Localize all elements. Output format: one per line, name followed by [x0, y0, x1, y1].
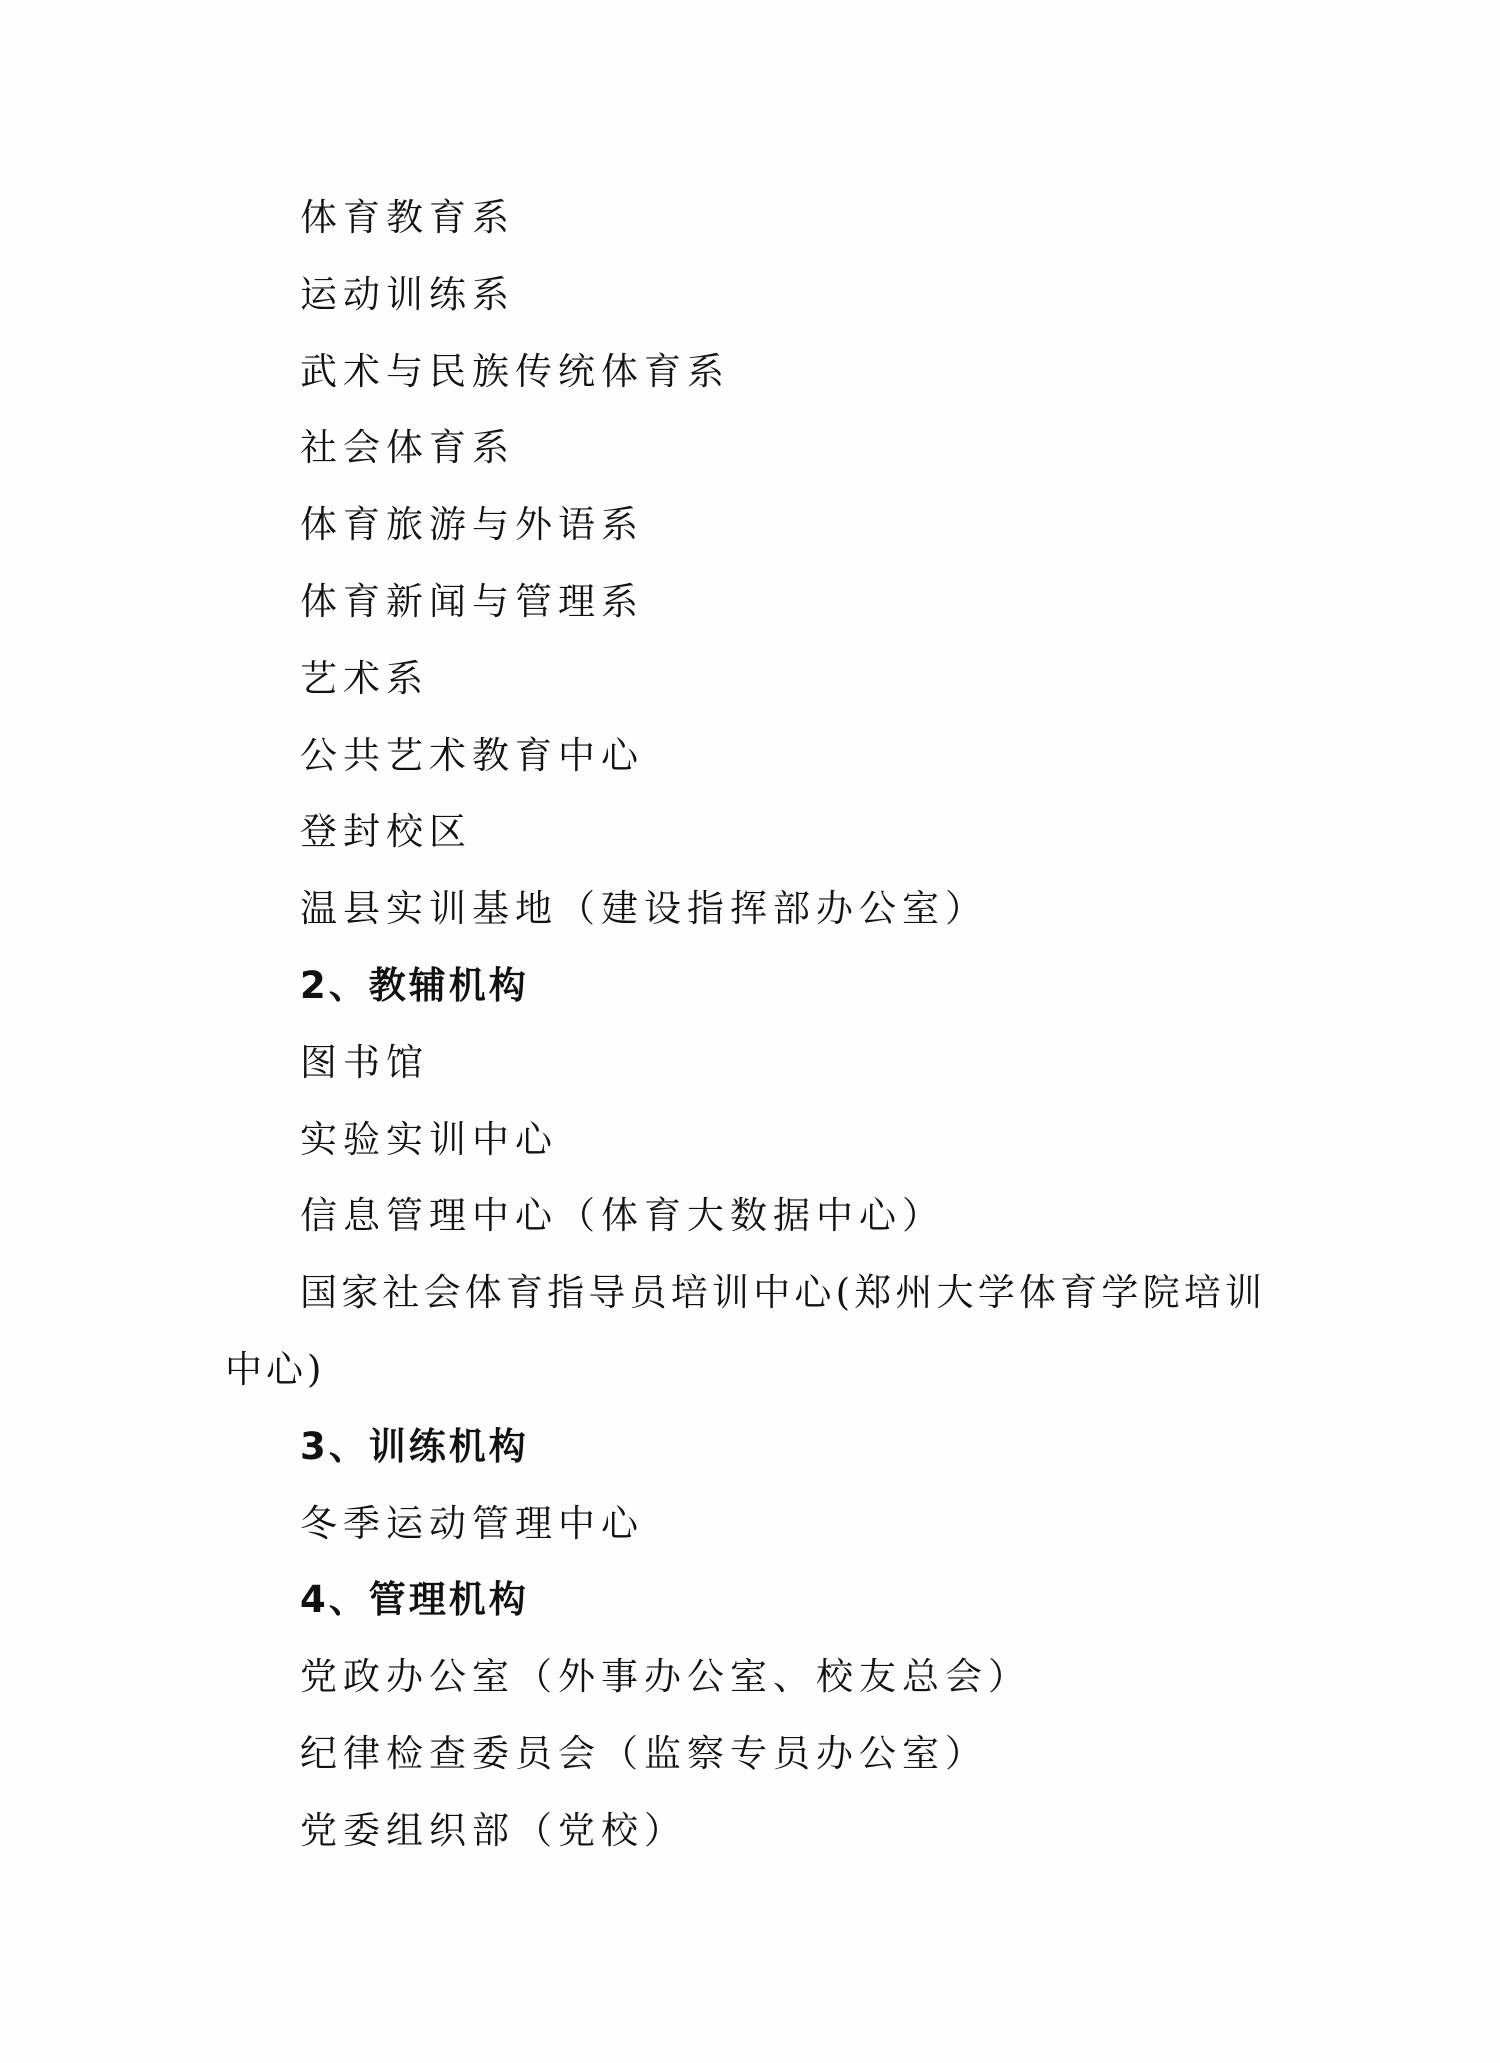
- unit-line: 党委组织部（党校）: [300, 1808, 687, 1852]
- unit-line: 图书馆: [300, 1040, 429, 1084]
- unit-line: 体育教育系: [300, 196, 515, 239]
- org-structure-list: [0, 180, 1500, 1870]
- unit-line: 信息管理中心（体育大数据中心）: [300, 1194, 945, 1238]
- unit-line: 体育新闻与管理系: [300, 579, 644, 623]
- unit-line: 国家社会体育指导员培训中心(郑州大学体育学院培训: [300, 1271, 1267, 1315]
- unit-line-continuation: 中心): [225, 1347, 326, 1391]
- unit-line: 纪律检查委员会（监察专员办公室）: [300, 1731, 988, 1775]
- unit-line: 运动训练系: [300, 272, 515, 316]
- unit-line: 艺术系: [300, 656, 429, 700]
- unit-line: 冬季运动管理中心: [300, 1501, 644, 1545]
- unit-line: 实验实训中心: [300, 1117, 558, 1161]
- unit-line: 登封校区: [300, 810, 472, 854]
- section-heading: 2、教辅机构: [300, 963, 529, 1007]
- section-heading: 4、管理机构: [300, 1578, 529, 1622]
- unit-line: 社会体育系: [300, 426, 515, 470]
- unit-line: 温县实训基地（建设指挥部办公室）: [300, 887, 988, 931]
- unit-line: 党政办公室（外事办公室、校友总会）: [300, 1655, 1031, 1699]
- unit-line: 体育旅游与外语系: [300, 503, 644, 547]
- unit-line: 公共艺术教育中心: [300, 733, 644, 777]
- unit-line: 武术与民族传统体育系: [300, 349, 730, 393]
- section-heading: 3、训练机构: [300, 1424, 529, 1468]
